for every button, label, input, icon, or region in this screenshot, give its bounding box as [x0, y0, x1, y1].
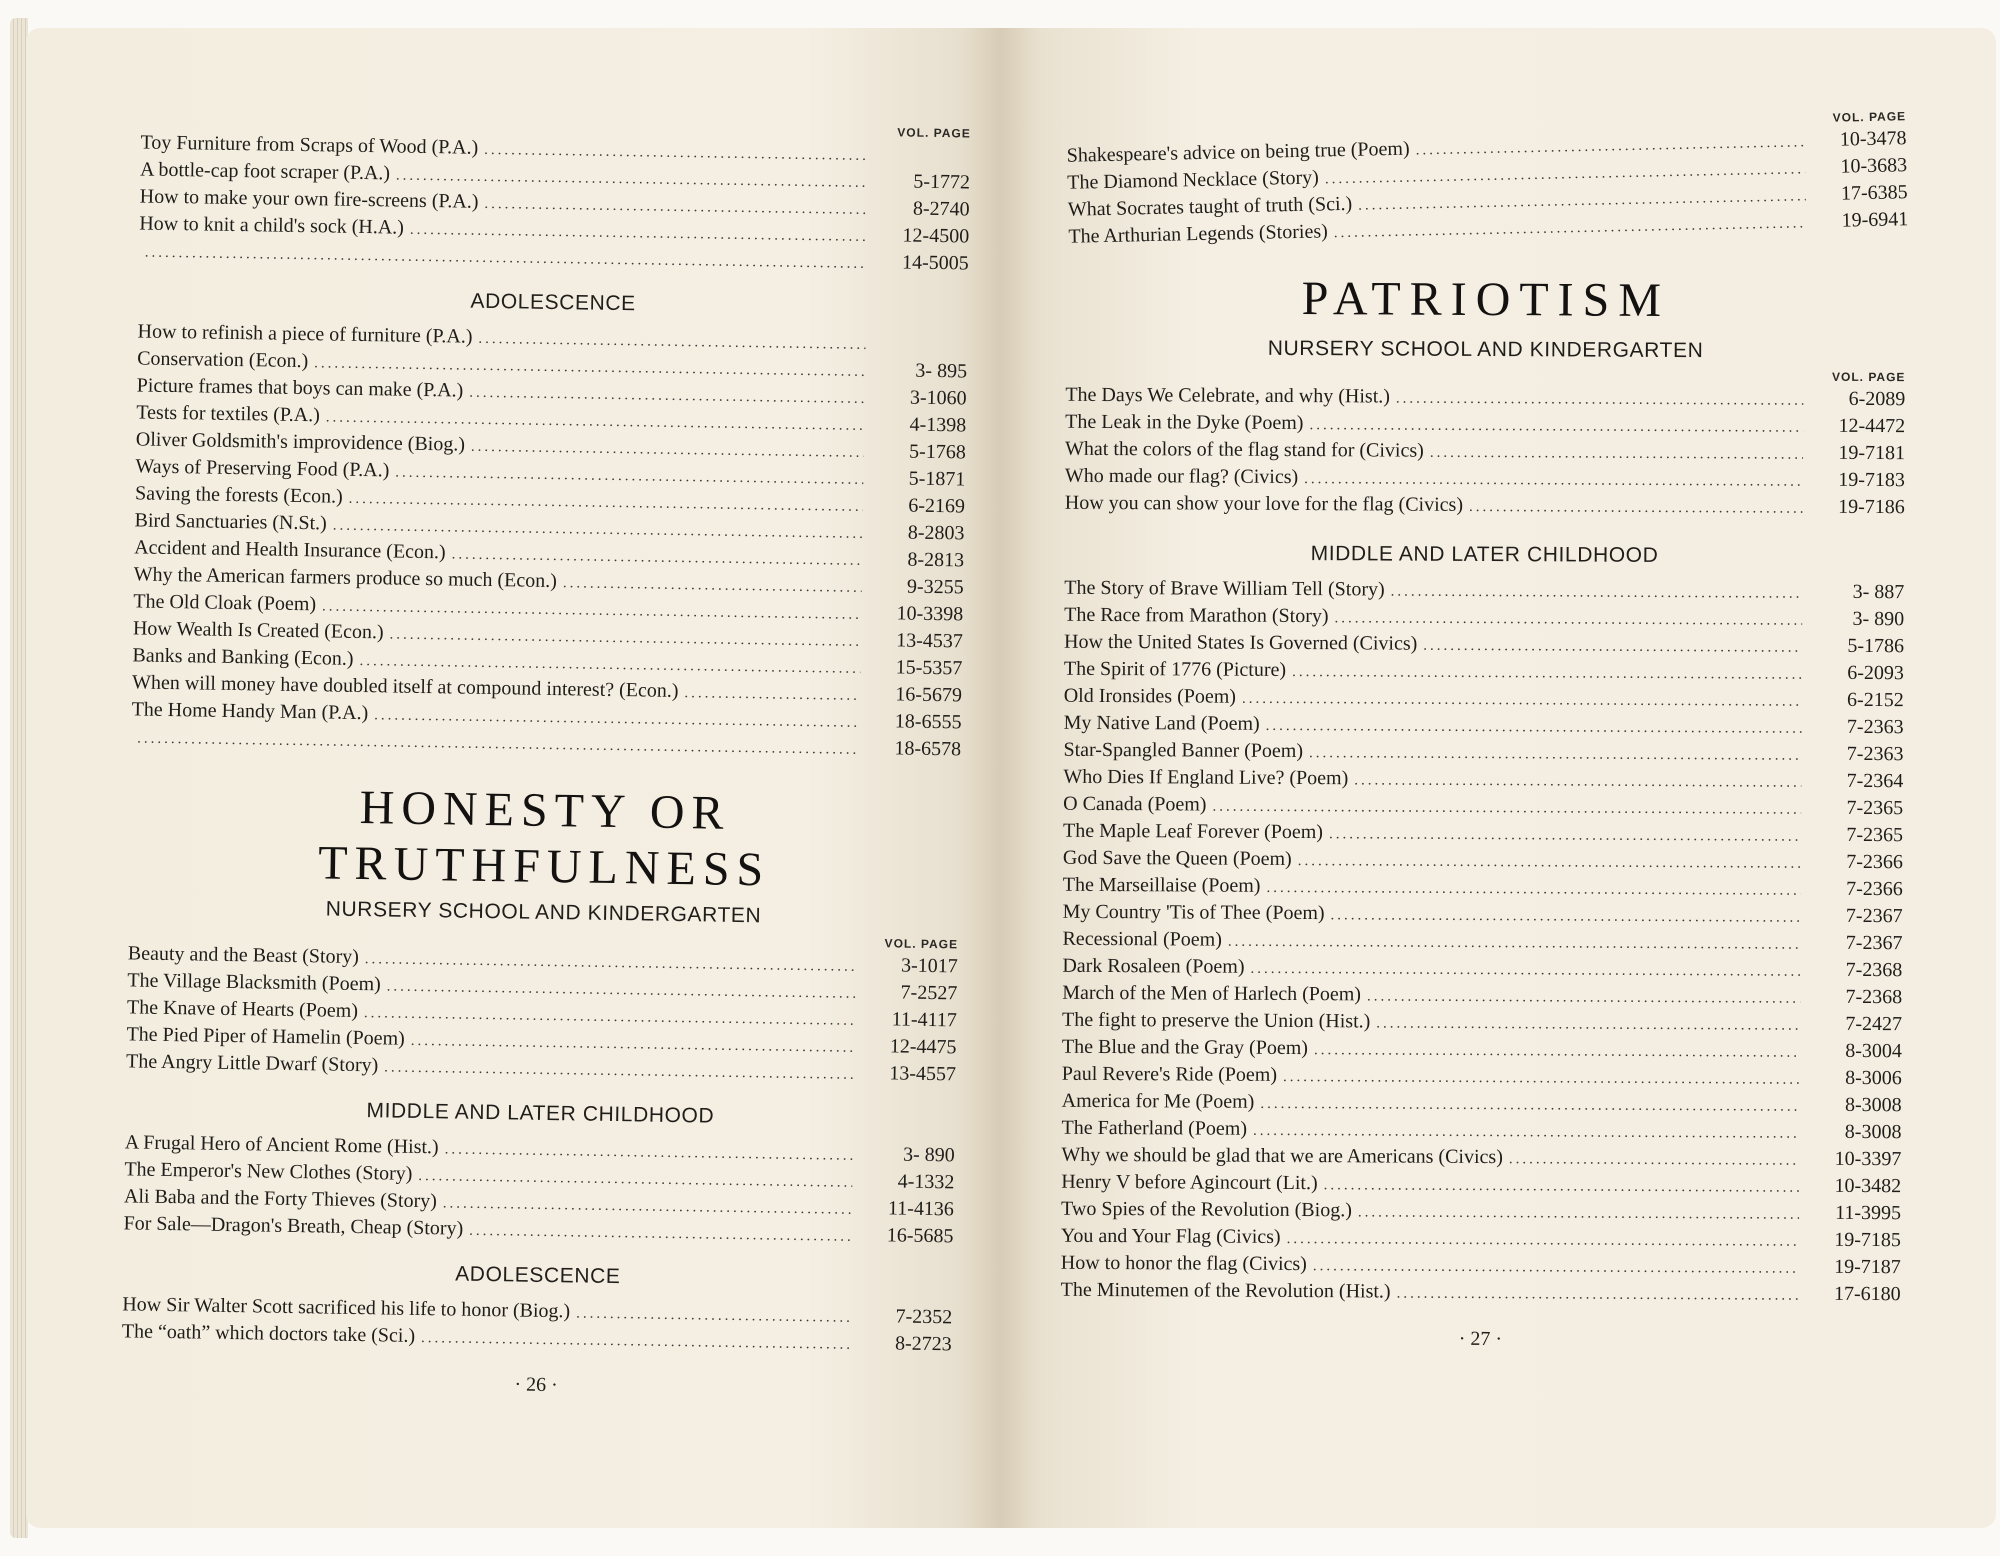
section-heading: MIDDLE AND LATER CHILDHOOD: [1310, 542, 1659, 567]
dot-leader: [1329, 821, 1801, 850]
dot-leader: [1358, 1199, 1799, 1228]
entry-list: [122, 1291, 953, 1358]
vol-page-ref: 17-6180: [1833, 1282, 1901, 1306]
vol-page-ref: [871, 349, 967, 351]
vol-page-ref: 15-5357: [895, 656, 963, 680]
entry-title: My Country 'Tis of Thee (Poem): [1062, 900, 1325, 925]
entry-title: How you can show your love for the flag (Civics): [1064, 491, 1464, 516]
entry-title: The Race from Marathon (Story): [1064, 603, 1329, 628]
entry-title: God Save the Queen (Poem): [1062, 846, 1292, 870]
entry-title: Beauty and the Beast (Story): [127, 942, 360, 969]
vol-page-ref: 3- 895: [915, 359, 968, 383]
vol-page-ref: 7-2366: [1846, 877, 1903, 901]
dot-leader: [1331, 902, 1801, 931]
dot-leader: [1266, 713, 1802, 743]
entry-title: Ali Baba and the Forty Thieves (Story): [123, 1185, 438, 1213]
vol-page-ref: 16-5685: [886, 1224, 954, 1248]
dot-leader: [1314, 1037, 1800, 1067]
vol-page-ref: 8-2813: [907, 548, 965, 572]
entry-title: The Arthurian Legends (Stories): [1068, 220, 1328, 248]
entry-title: The fight to preserve the Union (Hist.): [1062, 1008, 1371, 1033]
entry-title: Henry V before Agincourt (Lit.): [1061, 1170, 1318, 1195]
entry-title: Ways of Preserving Food (P.A.): [135, 455, 390, 482]
dot-leader: [1469, 494, 1803, 523]
vol-page-ref: 13-4537: [895, 629, 964, 653]
section-heading: MIDDLE AND LATER CHILDHOOD: [366, 1099, 715, 1128]
vol-page-ref: 7-2352: [895, 1305, 953, 1329]
vol-page-ref: 10-3398: [896, 602, 964, 626]
vol-page-ref: 7-2364: [1846, 769, 1904, 793]
entry-title: O Canada (Poem): [1063, 792, 1207, 816]
dot-leader: [1391, 579, 1803, 608]
entry-title: What the colors of the flag stand for (Civics): [1065, 437, 1424, 462]
vol-page-ref: 3-1060: [909, 386, 967, 410]
vol-page-ref: 3- 887: [1852, 580, 1905, 604]
entry-title: The “oath” which doctors take (Sci.): [121, 1320, 416, 1347]
entry-title: How to knit a child's sock (H.A.): [139, 212, 405, 239]
vol-page-ref: 13-4557: [889, 1062, 957, 1086]
entry-title: Why the American farmers produce so much (Econ.): [133, 563, 558, 593]
vol-page-ref: 3- 890: [902, 1143, 955, 1167]
vol-page-header: VOL. PAGE: [884, 936, 959, 952]
right-page-content: [1060, 109, 1909, 1351]
dot-leader: [1298, 848, 1801, 878]
entry-title: How the United States Is Governed (Civics): [1064, 630, 1418, 655]
vol-page-ref: 10-3478: [1839, 127, 1907, 151]
entry-title: Oliver Goldsmith's improvidence (Biog.): [135, 428, 466, 456]
dot-leader: [1397, 1281, 1799, 1310]
section-title-honesty: [129, 776, 961, 901]
vol-page-ref: 10-3683: [1840, 154, 1908, 178]
entry-title: The Story of Brave William Tell (Story): [1064, 576, 1385, 601]
vol-page-ref: 17-6385: [1840, 181, 1908, 205]
entry-title: The Village Blacksmith (Poem): [127, 969, 381, 996]
entry-title: How to refinish a piece of furniture (P.A.): [137, 320, 473, 348]
entry-title: March of the Men of Harlech (Poem): [1062, 981, 1362, 1006]
vol-page-ref: 4-1332: [897, 1170, 955, 1194]
vol-page-ref: 7-2367: [1845, 904, 1903, 928]
vol-page-ref: 19-7181: [1838, 441, 1906, 465]
entry-title: When will money have doubled itself at compound interest? (Econ.): [131, 671, 679, 702]
entry-title: You and Your Flag (Civics): [1060, 1224, 1281, 1248]
entry-title: The Home Handy Man (P.A.): [131, 698, 369, 725]
entry-title: Conservation (Econ.): [136, 347, 309, 373]
vol-page-ref: 7-2427: [1845, 1012, 1903, 1036]
entry-list: [1066, 125, 1908, 251]
entry-list: [131, 318, 968, 763]
dot-leader: [576, 1300, 850, 1331]
entry-title: The Leak in the Dyke (Poem): [1065, 410, 1304, 435]
vol-page-ref: 4-1398: [909, 413, 967, 437]
entry-title: The Marseillaise (Poem): [1062, 873, 1261, 897]
vol-page-ref: 3- 890: [1852, 607, 1905, 631]
entry-title: The Diamond Necklace (Story): [1067, 166, 1320, 194]
vol-page-ref: 7-2365: [1846, 796, 1904, 820]
vol-page-ref: 3-1017: [900, 954, 958, 978]
vol-page-ref: 8-3008: [1844, 1093, 1902, 1117]
entry-title: Who made our flag? (Civics): [1064, 464, 1299, 489]
title-line: TRUTHFULNESS: [317, 836, 771, 897]
entry-title: The Old Cloak (Poem): [133, 590, 317, 616]
dot-leader: [1242, 686, 1802, 716]
vol-page-ref: 7-2363: [1846, 742, 1904, 766]
right-top-list: [1066, 107, 1908, 251]
dot-leader: [1354, 767, 1801, 796]
vol-page-ref: 7-2366: [1846, 850, 1903, 874]
entry-title: The Emperor's New Clothes (Story): [124, 1158, 413, 1185]
entry-title: The Knave of Hearts (Poem): [126, 996, 359, 1022]
entry-list: [1065, 382, 1906, 521]
vol-page-ref: 5-1786: [1847, 634, 1905, 658]
entry-title: The Angry Little Dwarf (Story): [125, 1050, 379, 1077]
vol-page-ref: 12-4500: [902, 224, 970, 248]
entry-title: How to honor the flag (Civics): [1060, 1251, 1307, 1276]
dot-leader: [1396, 386, 1804, 415]
vol-page-ref: 5-1871: [908, 467, 966, 491]
vol-page-ref: 10-3397: [1834, 1147, 1902, 1171]
entry-title: How Wealth Is Created (Econ.): [132, 617, 384, 644]
vol-page-ref: 7-2368: [1845, 985, 1903, 1009]
entry-title: The Days We Celebrate, and why (Hist.): [1065, 383, 1390, 408]
vol-page-ref: 7-2363: [1846, 715, 1904, 739]
vol-page-ref: 7-2367: [1845, 931, 1903, 955]
entry-title: The Minutemen of the Revolution (Hist.): [1060, 1278, 1391, 1303]
title-line: HONESTY OR: [359, 781, 731, 840]
dot-leader: [1430, 440, 1803, 469]
dot-leader: [1367, 983, 1800, 1012]
entry-title: My Native Land (Poem): [1063, 711, 1260, 735]
entry-title: For Sale—Dragon's Breath, Cheap (Story): [123, 1212, 464, 1240]
vol-page-ref: 5-1768: [908, 440, 966, 464]
left-page: [26, 28, 1001, 1528]
entry-title: Saving the forests (Econ.): [134, 482, 343, 508]
dot-leader: [1283, 1064, 1800, 1094]
dot-leader: [1260, 1091, 1799, 1121]
vol-page-ref: 14-5005: [901, 251, 969, 275]
entry-title: The Fatherland (Poem): [1061, 1116, 1248, 1140]
vol-page-ref: 9-3255: [906, 575, 964, 599]
entry-list: [123, 1129, 955, 1250]
vol-page-ref: 11-4136: [887, 1197, 955, 1221]
section-heading: NURSERY SCHOOL AND KINDERGARTEN: [1267, 336, 1704, 363]
vol-page-ref: 11-4117: [891, 1008, 958, 1032]
vol-page-ref: 7-2368: [1845, 958, 1903, 982]
entry-title: A bottle-cap foot scraper (P.A.): [139, 158, 391, 185]
patriotism-section: [1060, 270, 1906, 1353]
vol-page-ref: 6-2093: [1847, 661, 1904, 685]
vol-page-ref: 8-3004: [1845, 1039, 1902, 1063]
section-heading: NURSERY SCHOOL AND KINDERGARTEN: [325, 897, 762, 928]
vol-page-ref: 8-2723: [894, 1332, 952, 1356]
dot-leader: [1287, 1226, 1799, 1256]
entry-title: Bird Sanctuaries (N.St.): [134, 509, 327, 535]
entry-title: Accident and Health Insurance (Econ.): [134, 536, 446, 564]
entry-title: The Maple Leaf Forever (Poem): [1063, 819, 1324, 844]
vol-page-header: VOL. PAGE: [897, 125, 971, 141]
dot-leader: [469, 1218, 852, 1251]
entry-list: [1061, 575, 1905, 1308]
page-number: · 27 ·: [1458, 1327, 1503, 1351]
entry-title: Paul Revere's Ride (Poem): [1061, 1062, 1278, 1086]
vol-page-ref: 19-7186: [1838, 495, 1905, 519]
vol-page-ref: 6-2152: [1847, 688, 1904, 712]
entry-title: Shakespeare's advice on being true (Poem): [1066, 137, 1410, 167]
entry-title: The Pied Piper of Hamelin (Poem): [126, 1023, 405, 1050]
vol-page-ref: 16-5679: [895, 683, 963, 707]
vol-page-ref: 6-2169: [908, 494, 966, 518]
entry-title: The Spirit of 1776 (Picture): [1063, 657, 1287, 681]
entry-title: Who Dies If England Live? (Poem): [1063, 765, 1349, 790]
entry-title: How to make your own fire-screens (P.A.): [139, 185, 479, 213]
vol-page-ref: 7-2365: [1846, 823, 1904, 847]
dot-leader: [684, 680, 860, 710]
section-heading: ADOLESCENCE: [470, 289, 636, 316]
dot-leader: [1228, 929, 1801, 959]
entry-title: The Blue and the Gray (Poem): [1061, 1035, 1309, 1060]
vol-page-ref: [874, 160, 970, 162]
vol-page-header: VOL. PAGE: [1832, 109, 1907, 125]
entry-title: How Sir Walter Scott sacrificed his life to honor (Biog.): [122, 1293, 571, 1323]
page-number: · 26 ·: [514, 1373, 558, 1397]
dot-leader: [1309, 740, 1802, 770]
vol-page-ref: 19-7187: [1834, 1255, 1901, 1279]
vol-page-ref: 19-7183: [1838, 468, 1905, 492]
entry-title: America for Me (Poem): [1061, 1089, 1255, 1113]
entry-title: Picture frames that boys can make (P.A.): [136, 374, 464, 402]
entry-title: Star-Spangled Banner (Poem): [1063, 738, 1304, 763]
vol-page-header: VOL. PAGE: [1831, 369, 1906, 385]
dot-leader: [1324, 1172, 1800, 1201]
entry-list: [139, 129, 971, 277]
vol-page-ref: 5-1772: [913, 170, 971, 194]
dot-leader: [1266, 875, 1800, 905]
vol-page-ref: 19-6941: [1841, 208, 1909, 232]
vol-page-ref: 8-2803: [907, 521, 965, 545]
dot-leader: [1376, 1010, 1800, 1039]
vol-page-ref: 8-2740: [912, 197, 970, 221]
vol-page-ref: 19-7185: [1834, 1228, 1901, 1252]
entry-title: Old Ironsides (Poem): [1063, 684, 1237, 708]
vol-page-ref: 11-3995: [1835, 1201, 1902, 1225]
dot-leader: [1423, 633, 1802, 662]
left-top-list: [139, 111, 971, 277]
dot-leader: [421, 1325, 850, 1359]
entry-title: What Socrates taught of truth (Sci.): [1067, 192, 1353, 221]
vol-page-ref: 18-6555: [894, 710, 962, 734]
vol-page-ref: 18-6578: [894, 737, 962, 761]
vol-page-ref: 7-2527: [900, 981, 958, 1005]
entry-title: Recessional (Poem): [1062, 927, 1222, 951]
vol-page-ref: 8-3008: [1844, 1120, 1902, 1144]
left-page-content: [121, 111, 971, 1403]
vol-page-ref: 12-4475: [889, 1035, 957, 1059]
dot-leader: [1292, 659, 1802, 689]
dot-leader: [1509, 1146, 1800, 1175]
vol-page-ref: 6-2089: [1848, 387, 1906, 411]
section-heading: ADOLESCENCE: [454, 1262, 621, 1289]
entry-title: Tests for textiles (P.A.): [136, 401, 321, 427]
entry-title: Dark Rosaleen (Poem): [1062, 954, 1245, 978]
section-title-patriotism: PATRIOTISM: [1301, 272, 1671, 327]
entry-title: Toy Furniture from Scraps of Wood (P.A.): [140, 131, 479, 159]
entry-title: A Frugal Hero of Ancient Rome (Hist.): [124, 1131, 439, 1159]
vol-page-ref: 10-3482: [1834, 1174, 1902, 1198]
vol-page-ref: 8-3006: [1845, 1066, 1902, 1090]
entry-title: Banks and Banking (Econ.): [132, 644, 354, 670]
right-page: [1001, 28, 1996, 1528]
entry-title: Why we should be glad that we are Americans (Civics): [1061, 1143, 1503, 1169]
vol-page-ref: 12-4472: [1838, 414, 1906, 438]
entry-list: [126, 940, 958, 1088]
entry-title: Two Spies of the Revolution (Biog.): [1061, 1197, 1352, 1222]
